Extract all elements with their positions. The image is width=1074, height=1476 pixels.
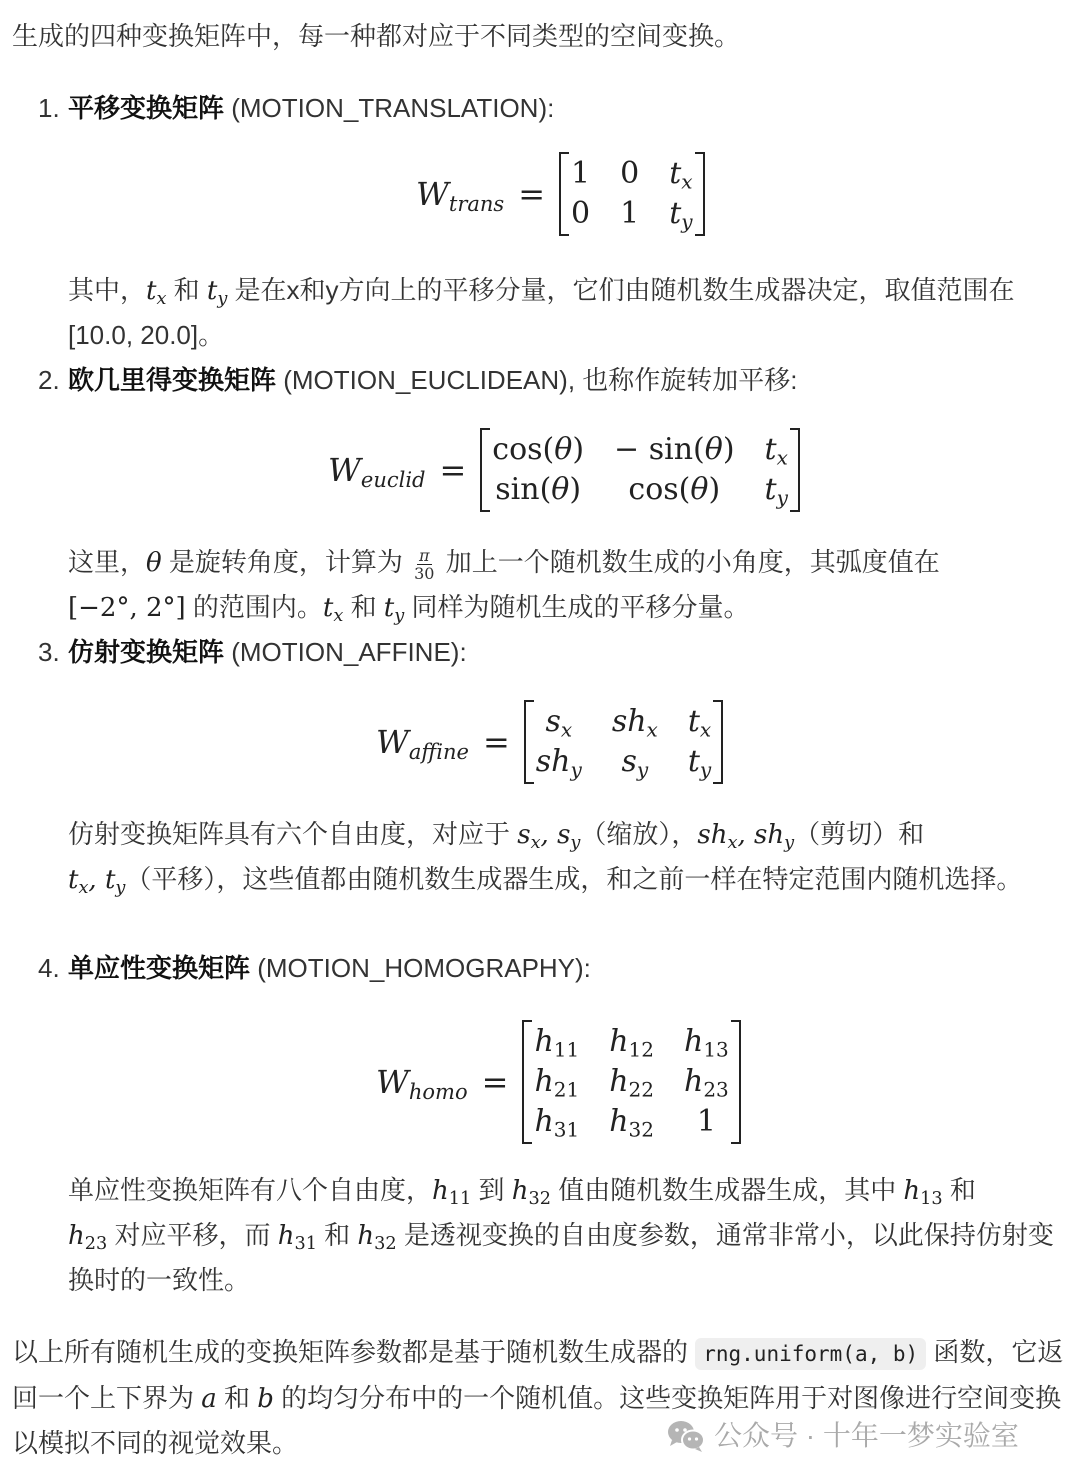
equation-lhs: $W_{homo}$ xyxy=(376,1063,468,1104)
outro-paragraph: 以上所有随机生成的变换矩阵参数都是基于随机数生成器的 rng.uniform(a, b) 函数，它返回一个上下界为 a 和 b 的均匀分布中的一个随机值。这些变换矩阵用于对图像进行空间变换以模拟不同的视觉效果。 xyxy=(12,1337,1064,1458)
matrix-cell: $t_x$ xyxy=(687,704,712,742)
matrix-cell: $h_{13}$ xyxy=(684,1024,729,1062)
inline-code: rng.uniform(a, b) xyxy=(695,1338,926,1370)
matrix-cell: $t_y$ xyxy=(687,744,712,782)
item-title: 仿射变换矩阵 xyxy=(68,637,225,667)
matrix-cell: cos(θ) xyxy=(628,472,721,507)
equation-translation xyxy=(416,154,705,234)
item-number: 2. xyxy=(38,365,60,395)
item-heading xyxy=(12,358,1064,402)
equation-affine xyxy=(376,702,723,782)
equation-homography xyxy=(376,1022,741,1142)
watermark xyxy=(666,1416,1019,1456)
item-description: 单应性变换矩阵有八个自由度，$h_{11}$ 到 $h_{32}$ 值由随机数生成器生成，其中 $h_{13}$ 和 $h_{23}$ 对应平移，而 $h_{31}$ 和 $h_{32}$ 是透视变换的自由度参数，通常非常小，以此保持仿射变换时的一致性。 xyxy=(68,1175,1054,1295)
matrix-cell: $sh_x$ xyxy=(611,704,658,742)
matrix-cell: $t_x$ xyxy=(669,156,693,194)
item-title: 欧几里得变换矩阵 xyxy=(68,365,277,395)
matrix-cell: $h_{21}$ xyxy=(534,1064,580,1102)
matrix-cell: $t_y$ xyxy=(764,472,788,510)
item-heading xyxy=(12,630,1064,674)
item-code-name: (MOTION_TRANSLATION): xyxy=(224,93,555,123)
matrix-cell: $t_y$ xyxy=(669,196,693,234)
matrix-cell: $h_{11}$ xyxy=(534,1024,580,1062)
matrix-cell: sin(θ) xyxy=(495,472,582,507)
matrix xyxy=(559,154,705,234)
item-title: 平移变换矩阵 xyxy=(68,93,225,123)
matrix xyxy=(524,702,723,782)
equals-sign: = xyxy=(439,451,467,489)
item-code-name: (MOTION_HOMOGRAPHY): xyxy=(250,953,591,983)
item-number: 4. xyxy=(38,953,60,983)
matrix-cell: $h_{22}$ xyxy=(609,1064,654,1102)
matrix-cell: $h_{32}$ xyxy=(609,1104,654,1142)
matrix-cell: $h_{12}$ xyxy=(609,1024,654,1062)
matrix-cell: $s_y$ xyxy=(621,744,649,782)
item-heading xyxy=(12,86,1064,130)
matrix-cell: 0 xyxy=(571,196,591,231)
item-code-name: (MOTION_EUCLIDEAN), 也称作旋转加平移: xyxy=(276,365,798,395)
item-description: 其中，$t_x$ 和 $t_y$ 是在x和y方向上的平移分量，它们由随机数生成器决定，取值范围在 [10.0, 20.0]。 xyxy=(68,275,1015,350)
equals-sign: = xyxy=(481,1063,509,1101)
item-title: 单应性变换矩阵 xyxy=(68,953,251,983)
equation-lhs: $W_{trans}$ xyxy=(416,175,505,216)
fraction-pi-over-30: $\frac{\pi}{30}$ xyxy=(414,545,435,583)
list-item-euclidean xyxy=(12,358,1064,626)
list-item-homography xyxy=(12,946,1064,1295)
matrix-cell: 0 xyxy=(620,156,640,191)
item-description: 这里，θ 是旋转角度，计算为 $\frac{\pi}{30}$ 加上一个随机数生成的小角度，其弧度值在 [−2°, 2°] 的范围内。$t_x$ 和 $t_y$ 同样为随机生成的平移分量。 xyxy=(68,545,940,626)
equation-euclidean xyxy=(328,430,800,510)
matrix-cell: 1 xyxy=(696,1104,716,1139)
equals-sign: = xyxy=(518,175,546,213)
item-description: 仿射变换矩阵具有六个自由度，对应于 $s_x$, $s_y$（缩放），$sh_x$, $sh_y$（剪切）和 $t_x$, $t_y$（平移），这些值都由随机数生成器生成，和之前一样在特定范围内随机选择。 xyxy=(68,819,1023,898)
matrix-cell: $h_{31}$ xyxy=(534,1104,580,1142)
equation-lhs: $W_{affine}$ xyxy=(376,723,469,764)
item-number: 1. xyxy=(38,93,60,123)
item-code-name: (MOTION_AFFINE): xyxy=(224,637,467,667)
matrix-cell: $sh_y$ xyxy=(535,744,582,782)
wechat-icon xyxy=(666,1419,706,1453)
matrix-cell: − sin(θ) xyxy=(614,432,735,467)
equation-lhs: $W_{euclid}$ xyxy=(328,451,426,492)
watermark-text: 公众号 · 十年一梦实验室 xyxy=(714,1420,1019,1451)
equals-sign: = xyxy=(482,723,510,761)
list-item-affine xyxy=(12,630,1064,898)
matrix-cell: $t_x$ xyxy=(764,432,788,470)
matrix xyxy=(522,1022,740,1142)
matrix xyxy=(480,430,800,510)
matrix-cell: $s_x$ xyxy=(545,704,573,742)
intro-paragraph: 生成的四种变换矩阵中，每一种都对应于不同类型的空间变换。 xyxy=(12,21,741,51)
item-number: 3. xyxy=(38,637,60,667)
item-heading xyxy=(12,946,1064,990)
matrix-cell: 1 xyxy=(620,196,640,231)
list-item-translation xyxy=(12,86,1064,350)
matrix-cell: cos(θ) xyxy=(492,432,585,467)
matrix-cell: $h_{23}$ xyxy=(684,1064,729,1102)
matrix-cell: 1 xyxy=(571,156,591,191)
